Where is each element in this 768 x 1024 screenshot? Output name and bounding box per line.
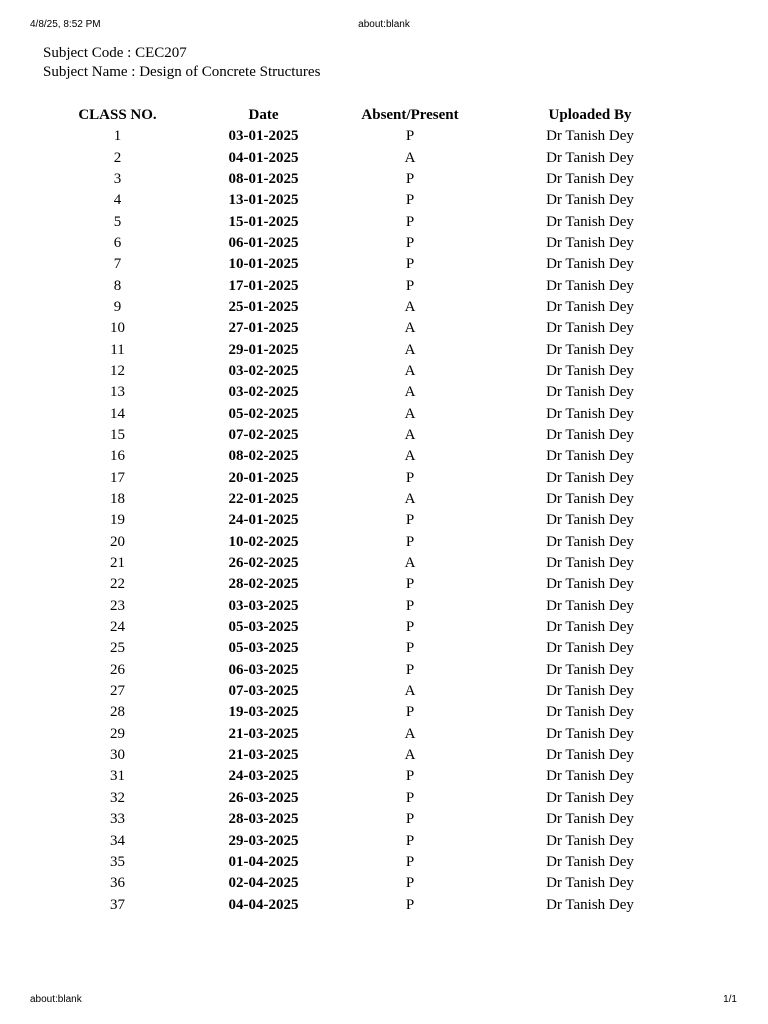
class-no-cell: 15 <box>110 426 125 443</box>
date-cell: 05-03-2025 <box>228 619 299 636</box>
table-row <box>59 809 711 830</box>
attendance-status-cell: P <box>405 768 415 785</box>
uploaded-by-cell: Dr Tanish Dey <box>546 256 634 273</box>
table-row <box>59 446 711 467</box>
uploaded-by-cell: Dr Tanish Dey <box>546 213 634 230</box>
date-cell: 03-03-2025 <box>228 597 299 614</box>
date-cell: 21-03-2025 <box>228 725 299 742</box>
class-no-cell: 16 <box>110 448 125 465</box>
class-no-cell: 25 <box>110 640 125 657</box>
date-cell: 04-04-2025 <box>228 896 299 913</box>
uploaded-by-cell: Dr Tanish Dey <box>546 725 634 742</box>
date-cell: 25-01-2025 <box>228 298 299 315</box>
table-row <box>59 169 711 190</box>
attendance-status-cell: P <box>405 234 415 251</box>
table-row <box>59 574 711 595</box>
date-cell: 04-01-2025 <box>228 149 299 166</box>
date-cell: 26-02-2025 <box>228 555 299 572</box>
uploaded-by-cell: Dr Tanish Dey <box>546 683 634 700</box>
date-cell: 20-01-2025 <box>228 469 299 486</box>
attendance-status-cell: P <box>405 832 415 849</box>
attendance-status-cell: P <box>405 811 415 828</box>
date-cell: 03-02-2025 <box>228 384 299 401</box>
table-row <box>59 489 711 510</box>
class-no-cell: 30 <box>110 747 125 764</box>
header-class-no: CLASS NO. <box>78 106 157 123</box>
uploaded-by-cell: Dr Tanish Dey <box>546 298 634 315</box>
date-cell: 27-01-2025 <box>228 320 299 337</box>
table-row <box>59 617 711 638</box>
table-row <box>59 211 711 232</box>
uploaded-by-cell: Dr Tanish Dey <box>546 875 634 892</box>
table-row <box>59 724 711 745</box>
table-row <box>59 147 711 168</box>
uploaded-by-cell: Dr Tanish Dey <box>546 448 634 465</box>
table-row <box>59 553 711 574</box>
attendance-status-cell: A <box>404 683 416 700</box>
class-no-cell: 13 <box>110 384 125 401</box>
attendance-status-cell: P <box>405 128 415 145</box>
table-row <box>59 468 711 489</box>
uploaded-by-cell: Dr Tanish Dey <box>546 469 634 486</box>
print-footer-url: about:blank <box>30 994 82 1005</box>
date-cell: 28-02-2025 <box>228 576 299 593</box>
attendance-status-cell: P <box>405 875 415 892</box>
table-row <box>59 894 711 915</box>
date-cell: 02-04-2025 <box>228 875 299 892</box>
print-page-title: about:blank <box>358 19 410 30</box>
attendance-status-cell: P <box>405 704 415 721</box>
class-no-cell: 28 <box>110 704 125 721</box>
attendance-status-cell: A <box>404 341 416 358</box>
uploaded-by-cell: Dr Tanish Dey <box>546 149 634 166</box>
uploaded-by-cell: Dr Tanish Dey <box>546 661 634 678</box>
subject-code: Subject Code : CEC207 <box>43 45 187 61</box>
class-no-cell: 3 <box>113 170 122 187</box>
uploaded-by-cell: Dr Tanish Dey <box>546 234 634 251</box>
uploaded-by-cell: Dr Tanish Dey <box>546 896 634 913</box>
table-row <box>59 830 711 851</box>
date-cell: 03-02-2025 <box>228 362 299 379</box>
table-row <box>59 788 711 809</box>
date-cell: 10-01-2025 <box>228 256 299 273</box>
header-absent-present: Absent/Present <box>361 106 459 123</box>
uploaded-by-cell: Dr Tanish Dey <box>546 619 634 636</box>
table-row <box>59 596 711 617</box>
attendance-status-cell: A <box>404 747 416 764</box>
table-row <box>59 361 711 382</box>
attendance-status-cell: P <box>405 640 415 657</box>
attendance-status-cell: P <box>405 192 415 209</box>
attendance-table-header <box>59 104 711 126</box>
uploaded-by-cell: Dr Tanish Dey <box>546 768 634 785</box>
attendance-status-cell: A <box>404 725 416 742</box>
date-cell: 24-01-2025 <box>228 512 299 529</box>
attendance-status-cell: P <box>405 170 415 187</box>
subject-name: Subject Name : Design of Concrete Structures <box>43 64 321 80</box>
uploaded-by-cell: Dr Tanish Dey <box>546 405 634 422</box>
attendance-status-cell: P <box>405 576 415 593</box>
uploaded-by-cell: Dr Tanish Dey <box>546 747 634 764</box>
attendance-status-cell: P <box>405 213 415 230</box>
date-cell: 29-03-2025 <box>228 832 299 849</box>
attendance-table <box>59 104 711 916</box>
table-row <box>59 254 711 275</box>
class-no-cell: 6 <box>113 234 122 251</box>
attendance-status-cell: A <box>404 149 416 166</box>
table-row <box>59 233 711 254</box>
date-cell: 21-03-2025 <box>228 747 299 764</box>
table-row <box>59 660 711 681</box>
uploaded-by-cell: Dr Tanish Dey <box>546 320 634 337</box>
table-row <box>59 766 711 787</box>
date-cell: 22-01-2025 <box>228 491 299 508</box>
attendance-status-cell: A <box>404 448 416 465</box>
attendance-status-cell: A <box>404 320 416 337</box>
attendance-table-body <box>59 126 711 916</box>
class-no-cell: 31 <box>110 768 125 785</box>
table-row <box>59 702 711 723</box>
uploaded-by-cell: Dr Tanish Dey <box>546 597 634 614</box>
uploaded-by-cell: Dr Tanish Dey <box>546 491 634 508</box>
class-no-cell: 14 <box>110 405 125 422</box>
attendance-status-cell: P <box>405 277 415 294</box>
date-cell: 24-03-2025 <box>228 768 299 785</box>
uploaded-by-cell: Dr Tanish Dey <box>546 853 634 870</box>
header-uploaded-by: Uploaded By <box>548 106 632 123</box>
uploaded-by-cell: Dr Tanish Dey <box>546 426 634 443</box>
uploaded-by-cell: Dr Tanish Dey <box>546 533 634 550</box>
date-cell: 01-04-2025 <box>228 853 299 870</box>
uploaded-by-cell: Dr Tanish Dey <box>546 811 634 828</box>
uploaded-by-cell: Dr Tanish Dey <box>546 128 634 145</box>
table-row <box>59 275 711 296</box>
class-no-cell: 18 <box>110 491 125 508</box>
attendance-status-cell: P <box>405 853 415 870</box>
attendance-status-cell: P <box>405 533 415 550</box>
table-row <box>59 126 711 147</box>
class-no-cell: 23 <box>110 597 125 614</box>
class-no-cell: 26 <box>110 661 125 678</box>
class-no-cell: 29 <box>110 725 125 742</box>
attendance-status-cell: P <box>405 597 415 614</box>
table-row <box>59 510 711 531</box>
class-no-cell: 1 <box>113 128 122 145</box>
class-no-cell: 11 <box>110 341 125 358</box>
date-cell: 03-01-2025 <box>228 128 299 145</box>
print-page-number: 1/1 <box>723 994 737 1005</box>
table-row <box>59 382 711 403</box>
class-no-cell: 17 <box>110 469 125 486</box>
date-cell: 08-02-2025 <box>228 448 299 465</box>
class-no-cell: 5 <box>113 213 122 230</box>
class-no-cell: 4 <box>113 192 122 209</box>
uploaded-by-cell: Dr Tanish Dey <box>546 640 634 657</box>
table-row <box>59 425 711 446</box>
attendance-status-cell: A <box>404 384 416 401</box>
date-cell: 10-02-2025 <box>228 533 299 550</box>
date-cell: 13-01-2025 <box>228 192 299 209</box>
date-cell: 07-03-2025 <box>228 683 299 700</box>
uploaded-by-cell: Dr Tanish Dey <box>546 341 634 358</box>
table-row <box>59 403 711 424</box>
date-cell: 06-03-2025 <box>228 661 299 678</box>
date-cell: 26-03-2025 <box>228 789 299 806</box>
attendance-status-cell: P <box>405 661 415 678</box>
class-no-cell: 20 <box>110 533 125 550</box>
attendance-status-cell: A <box>404 426 416 443</box>
date-cell: 15-01-2025 <box>228 213 299 230</box>
uploaded-by-cell: Dr Tanish Dey <box>546 832 634 849</box>
class-no-cell: 12 <box>110 362 125 379</box>
table-row <box>59 339 711 360</box>
class-no-cell: 7 <box>113 256 122 273</box>
attendance-status-cell: P <box>405 619 415 636</box>
attendance-status-cell: A <box>404 298 416 315</box>
uploaded-by-cell: Dr Tanish Dey <box>546 512 634 529</box>
uploaded-by-cell: Dr Tanish Dey <box>546 576 634 593</box>
uploaded-by-cell: Dr Tanish Dey <box>546 555 634 572</box>
uploaded-by-cell: Dr Tanish Dey <box>546 170 634 187</box>
header-date: Date <box>248 106 279 123</box>
attendance-status-cell: P <box>405 896 415 913</box>
attendance-status-cell: A <box>404 491 416 508</box>
class-no-cell: 10 <box>110 320 125 337</box>
table-row <box>59 638 711 659</box>
class-no-cell: 34 <box>110 832 125 849</box>
attendance-status-cell: P <box>405 512 415 529</box>
table-row <box>59 297 711 318</box>
class-no-cell: 32 <box>110 789 125 806</box>
table-row <box>59 532 711 553</box>
class-no-cell: 21 <box>110 555 125 572</box>
attendance-status-cell: A <box>404 555 416 572</box>
class-no-cell: 27 <box>110 683 125 700</box>
table-row <box>59 873 711 894</box>
subject-info <box>43 44 320 82</box>
uploaded-by-cell: Dr Tanish Dey <box>546 704 634 721</box>
class-no-cell: 37 <box>110 896 125 913</box>
date-cell: 19-03-2025 <box>228 704 299 721</box>
uploaded-by-cell: Dr Tanish Dey <box>546 789 634 806</box>
uploaded-by-cell: Dr Tanish Dey <box>546 384 634 401</box>
table-row <box>59 190 711 211</box>
date-cell: 28-03-2025 <box>228 811 299 828</box>
date-cell: 06-01-2025 <box>228 234 299 251</box>
date-cell: 08-01-2025 <box>228 170 299 187</box>
print-datetime: 4/8/25, 8:52 PM <box>30 19 101 30</box>
uploaded-by-cell: Dr Tanish Dey <box>546 277 634 294</box>
attendance-status-cell: P <box>405 789 415 806</box>
class-no-cell: 36 <box>110 875 125 892</box>
uploaded-by-cell: Dr Tanish Dey <box>546 362 634 379</box>
class-no-cell: 2 <box>113 149 122 166</box>
table-row <box>59 681 711 702</box>
table-row <box>59 745 711 766</box>
date-cell: 05-02-2025 <box>228 405 299 422</box>
class-no-cell: 35 <box>110 853 125 870</box>
attendance-status-cell: A <box>404 362 416 379</box>
table-row <box>59 852 711 873</box>
table-row <box>59 318 711 339</box>
attendance-status-cell: A <box>404 405 416 422</box>
class-no-cell: 8 <box>113 277 122 294</box>
attendance-status-cell: P <box>405 469 415 486</box>
class-no-cell: 33 <box>110 811 125 828</box>
class-no-cell: 19 <box>110 512 125 529</box>
date-cell: 17-01-2025 <box>228 277 299 294</box>
header-row <box>59 104 711 126</box>
class-no-cell: 24 <box>110 619 125 636</box>
uploaded-by-cell: Dr Tanish Dey <box>546 192 634 209</box>
attendance-status-cell: P <box>405 256 415 273</box>
date-cell: 05-03-2025 <box>228 640 299 657</box>
date-cell: 07-02-2025 <box>228 426 299 443</box>
class-no-cell: 9 <box>113 298 122 315</box>
date-cell: 29-01-2025 <box>228 341 299 358</box>
class-no-cell: 22 <box>110 576 125 593</box>
